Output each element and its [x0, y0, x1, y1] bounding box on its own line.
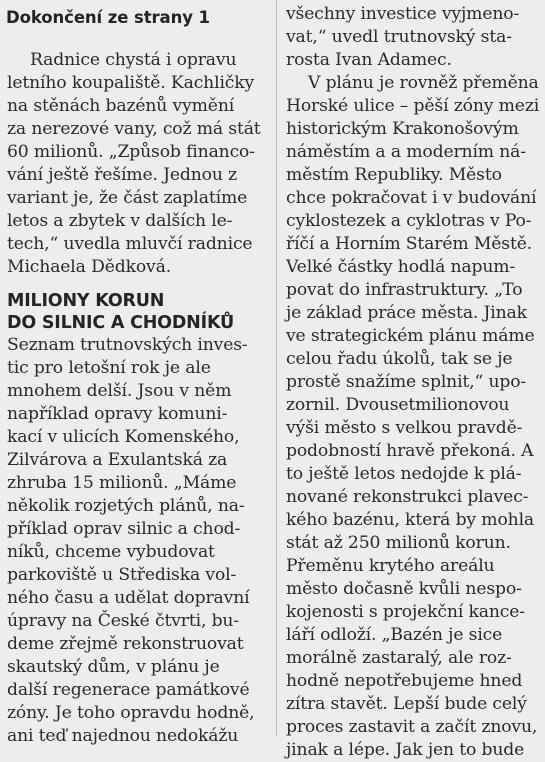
text-line: chce pokračovat i v budování [286, 188, 537, 208]
text-line: ve strategickém plánu máme [286, 326, 535, 346]
text-line: je základ práce města. Jinak [286, 303, 527, 323]
text-line: hodně nepotřebujeme hned [286, 671, 523, 691]
text-line: podobností hravě překoná. A [286, 441, 534, 461]
text-line: V plánu je rovněž přeměna [308, 73, 539, 93]
text-line: jinak a lépe. Jak jen to bude [286, 740, 525, 760]
text-line: prostě snažíme splnit,“ upo- [286, 372, 527, 392]
text-line: výši město s velkou pravdě- [286, 418, 523, 438]
text-line: kého bazénu, která by mohla [286, 510, 535, 530]
text-line: město dočasně kvůli nespo- [286, 579, 522, 599]
text-line: zornil. Dvousetmilionovou [286, 395, 510, 415]
text-line: Seznam trutnovských inves- [7, 335, 248, 355]
column-divider [276, 0, 277, 736]
text-line: to ještě letos nedojde k plá- [286, 464, 522, 484]
left-column [0, 0, 274, 746]
text-line: vat,“ uvedl trutnovský sta- [286, 27, 512, 47]
subheading-line: DO SILNIC A CHODNÍKŮ [7, 313, 235, 333]
text-line: ani teď najednou nedokážu [7, 726, 239, 746]
subheading-line: MILIONY KORUN [7, 291, 165, 311]
text-line: kací v ulicích Komenského, [7, 427, 240, 447]
text-line: rosta Ivan Adamec. [286, 50, 452, 70]
text-line: mnohem delší. Jsou v něm [7, 381, 232, 401]
text-line: cyklostezek a cyklotras v Po- [286, 211, 532, 231]
text-line: historickým Krakonošovým [286, 119, 519, 139]
text-line: kojenosti s projekční kance- [286, 602, 525, 622]
text-line: nované rekonstrukci plavec- [286, 487, 529, 507]
text-line: několik rozjetých plánů, na- [7, 496, 245, 516]
text-line: Radnice chystá i opravu [30, 50, 237, 70]
text-line: zítra stavět. Lepší bude celý [286, 694, 527, 714]
text-line: Zilvárova a Exulantská za [7, 450, 228, 470]
text-line: letos a zbytek v dalších le- [7, 211, 233, 231]
text-line: láří odloží. „Bazén je sice [286, 625, 503, 645]
text-line: povat do infrastruktury. „To [286, 280, 523, 300]
text-line: proces zastavit a začít znovu, [286, 717, 538, 737]
text-line: příklad oprav silnic a chod- [7, 519, 241, 539]
text-line: na stěnách bazénů vymění [7, 96, 235, 116]
text-line: ného času a udělat dopravní [7, 588, 250, 608]
text-line: říčí a Horním Starém Městě. [286, 234, 533, 254]
text-line: letního koupaliště. Kachličky [7, 73, 255, 93]
continued-from-heading: Dokončení ze strany 1 [6, 8, 210, 27]
text-line: vání ještě řešíme. Jednou z [7, 165, 237, 185]
text-line: Michaela Dědková. [7, 257, 172, 277]
text-line: níků, chceme vybudovat [7, 542, 215, 562]
text-line: další regenerace památkové [7, 680, 250, 700]
text-line: zóny. Je toho opravdu hodně, [7, 703, 255, 723]
text-line: skautský dům, v plánu je [7, 657, 220, 677]
right-column [280, 0, 545, 760]
text-line: morálně zastaralý, ale roz- [286, 648, 512, 668]
text-line: za nerezové vany, což má stát [7, 119, 261, 139]
text-line: variant je, že část zaplatíme [7, 188, 248, 208]
text-line: Horské ulice – pěší zóny mezi [286, 96, 540, 116]
text-line: Přeměnu krytého areálu [286, 556, 495, 576]
text-line: náměstím a a moderním ná- [286, 142, 526, 162]
text-line: stát až 250 milionů korun. [286, 533, 511, 553]
text-line: například opravy komuni- [7, 404, 228, 424]
text-line: zhruba 15 milionů. „Máme [7, 473, 237, 493]
text-line: městím Republiky. Město [286, 165, 502, 185]
text-line: deme zřejmě rekonstruovat [7, 634, 244, 654]
text-line: 60 milionů. „Způsob financo- [7, 142, 255, 162]
text-line: celou řadu úkolů, tak se je [286, 349, 513, 369]
text-line: tech,“ uvedla mluvčí radnice [7, 234, 253, 254]
text-line: všechny investice vyjmeno- [286, 4, 520, 24]
text-line: parkoviště u Střediska vol- [7, 565, 237, 585]
text-line: tic pro letošní rok je ale [7, 358, 211, 378]
text-line: Velké částky hodlá napum- [286, 257, 516, 277]
text-line: úpravy na České čtvrti, bu- [7, 611, 240, 631]
